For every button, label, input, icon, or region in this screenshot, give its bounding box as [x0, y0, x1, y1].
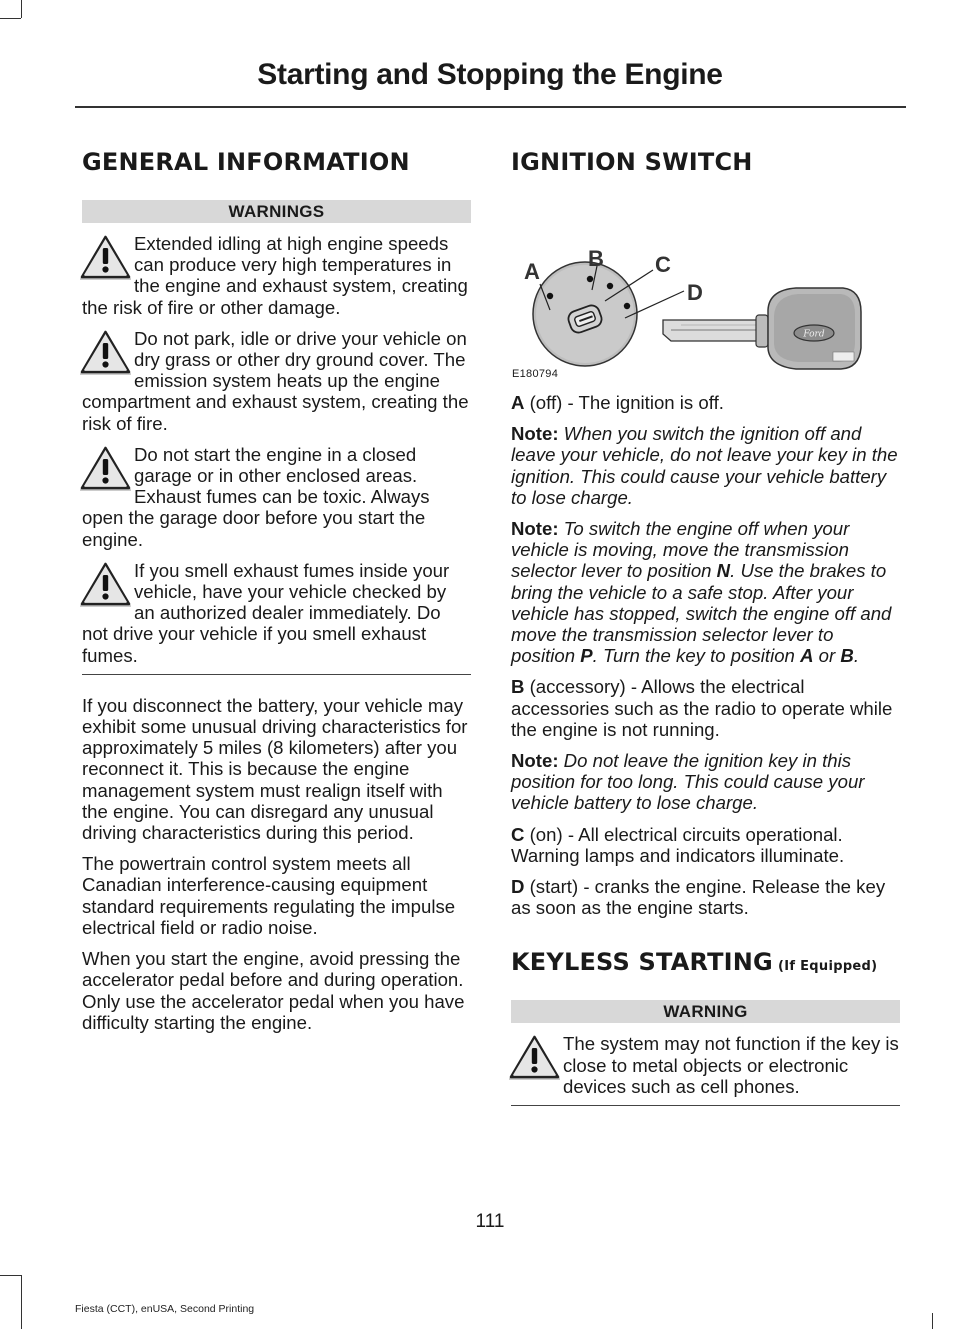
warnings-bar: WARNINGS — [82, 200, 471, 223]
note-label: Note: — [511, 518, 559, 540]
crop-mark — [21, 1275, 22, 1329]
note-text: When you switch the ignition off and leave your vehicle, do not leave your key in the ignition. This could cause your vehicle battery to lose charge. — [511, 423, 898, 508]
note — [511, 518, 900, 666]
position-p: P — [580, 645, 593, 667]
crop-mark — [0, 1275, 21, 1276]
left-column — [82, 146, 471, 1043]
note-label: Note: — [511, 750, 559, 772]
note-text: or — [813, 645, 841, 667]
body-paragraph: When you start the engine, avoid pressing the accelerator pedal before and during operation. Only use the accelerator pedal when you have difficulty starting the engine. — [82, 948, 465, 1033]
keyless-title: KEYLESS STARTING — [511, 948, 773, 977]
warning-text: Extended idling at high engine speeds can produce very high temperatures in the engine and exhaust system, creating the risk of fire or other damage. — [82, 233, 468, 318]
warning-item — [82, 328, 471, 434]
note — [511, 750, 900, 814]
crop-mark — [932, 1313, 933, 1329]
warning-triangle-icon — [80, 445, 131, 491]
warning-item — [82, 560, 471, 675]
warning-triangle-icon — [80, 329, 131, 375]
footer-text: Fiesta (CCT), enUSA, Second Printing — [75, 1303, 255, 1315]
warning-item — [82, 233, 471, 318]
note — [511, 423, 900, 508]
item-text: (accessory) - Allows the electrical accessories such as the radio to operate while the engine is not running. — [511, 676, 893, 740]
note-text: . Use the brakes to bring the vehicle to a safe stop. After your vehicle has stopped, switch the engine off and move the transmission selector lever to position — [511, 560, 892, 667]
key-brand-logo: Ford — [803, 329, 825, 340]
if-equipped-tag: (If Equipped) — [777, 959, 878, 975]
item-b — [511, 676, 900, 740]
item-text: (start) - cranks the engine. Release the key as soon as the engine starts. — [511, 876, 886, 919]
position-b: B — [840, 645, 854, 667]
item-key: A — [511, 392, 525, 413]
right-column — [511, 146, 900, 1124]
note-text: Do not leave the ignition key in this position for too long. This could cause your vehicle battery to lose charge. — [511, 750, 865, 814]
item-key: C — [511, 823, 525, 845]
item-text: (off) - The ignition is off. — [524, 392, 724, 413]
warning-text: The system may not function if the key is close to metal objects or electronic devices such as cell phones. — [563, 1033, 899, 1097]
note-text: To switch the engine off when your vehicle is moving, move the transmission selector lever to position — [511, 518, 850, 582]
warning-text: Do not start the engine in a closed garage or in other enclosed areas. Exhaust fumes can be toxic. Always open the garage door before you start the engine. — [82, 443, 430, 550]
warning-triangle-icon — [80, 234, 131, 280]
position-a: A — [800, 645, 814, 667]
section-title-ignition-switch: IGNITION SWITCH — [511, 148, 753, 176]
figure-label-d: D — [687, 280, 703, 305]
crop-mark — [21, 0, 22, 18]
body-paragraph: If you disconnect the battery, your vehicle may exhibit some unusual driving characteristics for approximately 5 miles (8 kilometers) after you reconnect it. This is because the engine management system must realign itself with the engine. You can disregard any unusual driving characteristics during this period. — [82, 694, 468, 844]
warning-bar: WARNING — [511, 1000, 900, 1023]
item-d — [511, 876, 900, 918]
item-text: (on) - All electrical circuits operational. Warning lamps and indicators illuminate. — [511, 823, 845, 866]
figure-label-a: A — [524, 259, 540, 284]
warning-triangle-icon — [509, 1034, 560, 1080]
warning-item — [511, 1033, 900, 1106]
warning-triangle-icon — [80, 561, 131, 607]
figure-label-c: C — [655, 252, 671, 277]
section-title-general-information: GENERAL INFORMATION — [82, 148, 410, 176]
header-divider — [75, 106, 906, 108]
section-title-keyless-starting — [511, 948, 900, 976]
note-label: Note: — [511, 423, 559, 445]
figure-reference: E180794 — [512, 368, 559, 380]
note-text: . — [853, 645, 859, 667]
page-title: Starting and Stopping the Engine — [257, 58, 723, 91]
item-key: B — [511, 676, 525, 698]
figure-label-b: B — [588, 246, 604, 271]
item-key: D — [511, 876, 525, 898]
page-number: 111 — [475, 1211, 505, 1232]
ignition-illustration — [511, 188, 900, 386]
warning-text: Do not park, idle or drive your vehicle on dry grass or other dry ground cover. The emission system heats up the engine compartment and exhaust system, creating the risk of fire. — [82, 327, 469, 434]
crop-mark — [0, 18, 21, 19]
warning-text: If you smell exhaust fumes inside your vehicle, have your vehicle checked by an authorized dealer immediately. Do not drive your vehicle if you smell exhaust fumes. — [82, 559, 450, 666]
position-n: N — [716, 560, 731, 582]
item-c — [511, 824, 900, 866]
body-paragraph: The powertrain control system meets all Canadian interference-causing equipment standard requirements regulating the impulse electrical field or radio noise. — [82, 853, 456, 938]
ignition-switch-figure — [511, 188, 900, 386]
item-a — [511, 392, 900, 413]
warning-item — [82, 444, 471, 550]
note-text: . Turn the key to position — [592, 645, 801, 667]
